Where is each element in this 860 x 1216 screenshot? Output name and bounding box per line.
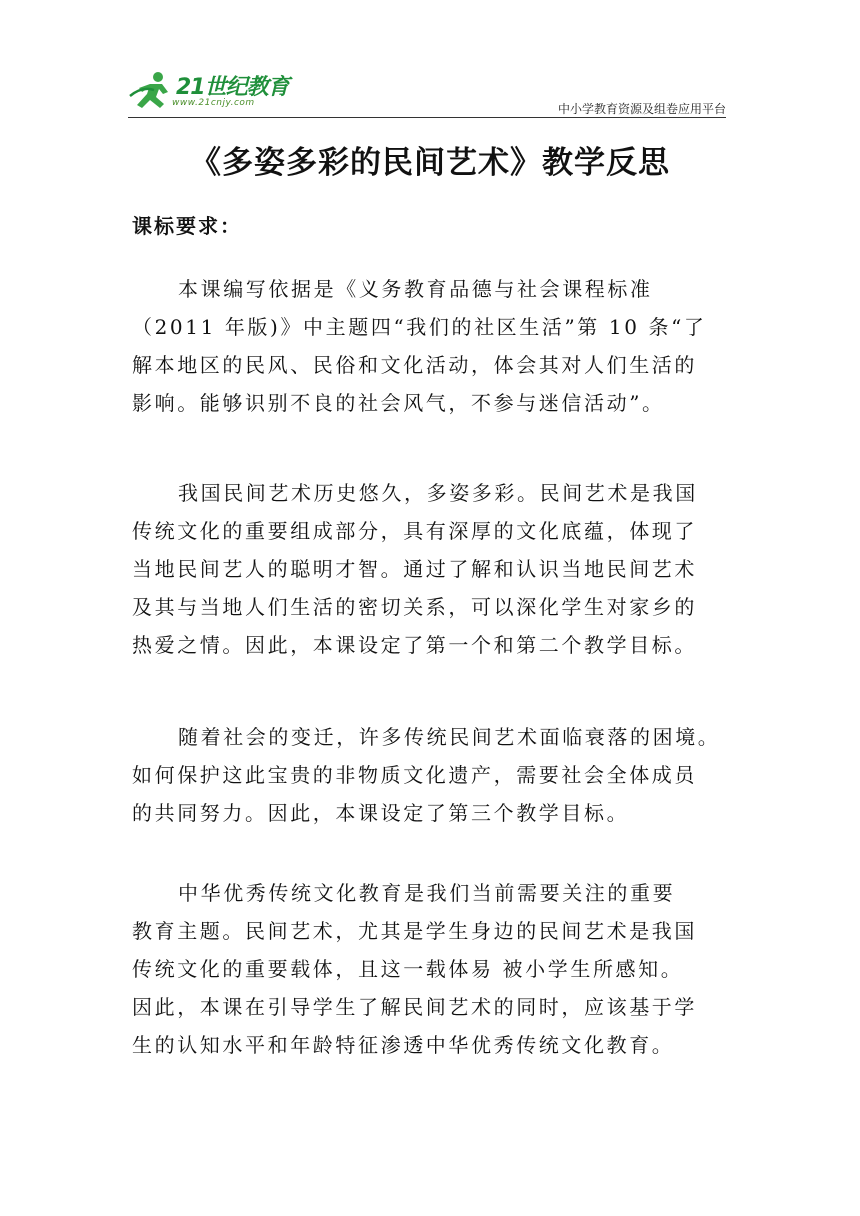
paragraph-line: 生的认知水平和年龄特征渗透中华优秀传统文化教育。 xyxy=(132,1033,675,1057)
paragraph-line: 当地民间艺人的聪明才智。通过了解和认识当地民间艺术 xyxy=(132,557,697,581)
paragraph-1 xyxy=(132,270,752,422)
logo-url: www.21cnjy.com xyxy=(172,98,255,108)
paragraph-line: 如何保护这此宝贵的非物质文化遗产，需要社会全体成员 xyxy=(132,763,697,787)
header-divider xyxy=(128,117,726,118)
logo-text: 21世纪教育 xyxy=(176,75,289,100)
page-title: 《多姿多彩的民间艺术》教学反思 xyxy=(190,145,670,181)
runner-logo-icon xyxy=(128,70,178,112)
paragraph-line: 影响。能够识别不良的社会风气，不参与迷信活动”。 xyxy=(132,391,665,415)
paragraph-line: 传统文化的重要组成部分，具有深厚的文化底蕴，体现了 xyxy=(132,519,697,543)
paragraph-line: 中华优秀传统文化教育是我们当前需要关注的重要 xyxy=(178,881,676,905)
paragraph-line: 因此，本课在引导学生了解民间艺术的同时，应该基于学 xyxy=(132,995,697,1019)
paragraph-4 xyxy=(132,874,752,1064)
paragraph-line: 本课编写依据是《义务教育品德与社会课程标准 xyxy=(178,277,653,301)
page-header xyxy=(128,66,726,118)
header-platform-text: 中小学教育资源及组卷应用平台 xyxy=(557,102,726,116)
paragraph-line: （2011 年版)》中主题四“我们的社区生活”第 10 条“了 xyxy=(132,315,707,339)
paragraph-line: 传统文化的重要载体，且这一载体易 被小学生所感知。 xyxy=(132,957,684,981)
logo xyxy=(128,70,298,116)
paragraph-line: 热爱之情。因此，本课设定了第一个和第二个教学目标。 xyxy=(132,633,697,657)
paragraph-3 xyxy=(132,718,752,832)
section-heading: 课标要求： xyxy=(132,214,242,238)
paragraph-line: 及其与当地人们生活的密切关系，可以深化学生对家乡的 xyxy=(132,595,697,619)
paragraph-line: 的共同努力。因此，本课设定了第三个教学目标。 xyxy=(132,801,630,825)
paragraph-line: 随着社会的变迁，许多传统民间艺术面临衰落的困境。 xyxy=(178,725,721,749)
paragraph-line: 解本地区的民风、民俗和文化活动，体会其对人们生活的 xyxy=(132,353,697,377)
paragraph-line: 教育主题。民间艺术，尤其是学生身边的民间艺术是我国 xyxy=(132,919,697,943)
paragraph-line: 我国民间艺术历史悠久，多姿多彩。民间艺术是我国 xyxy=(178,481,698,505)
paragraph-2 xyxy=(132,474,752,664)
